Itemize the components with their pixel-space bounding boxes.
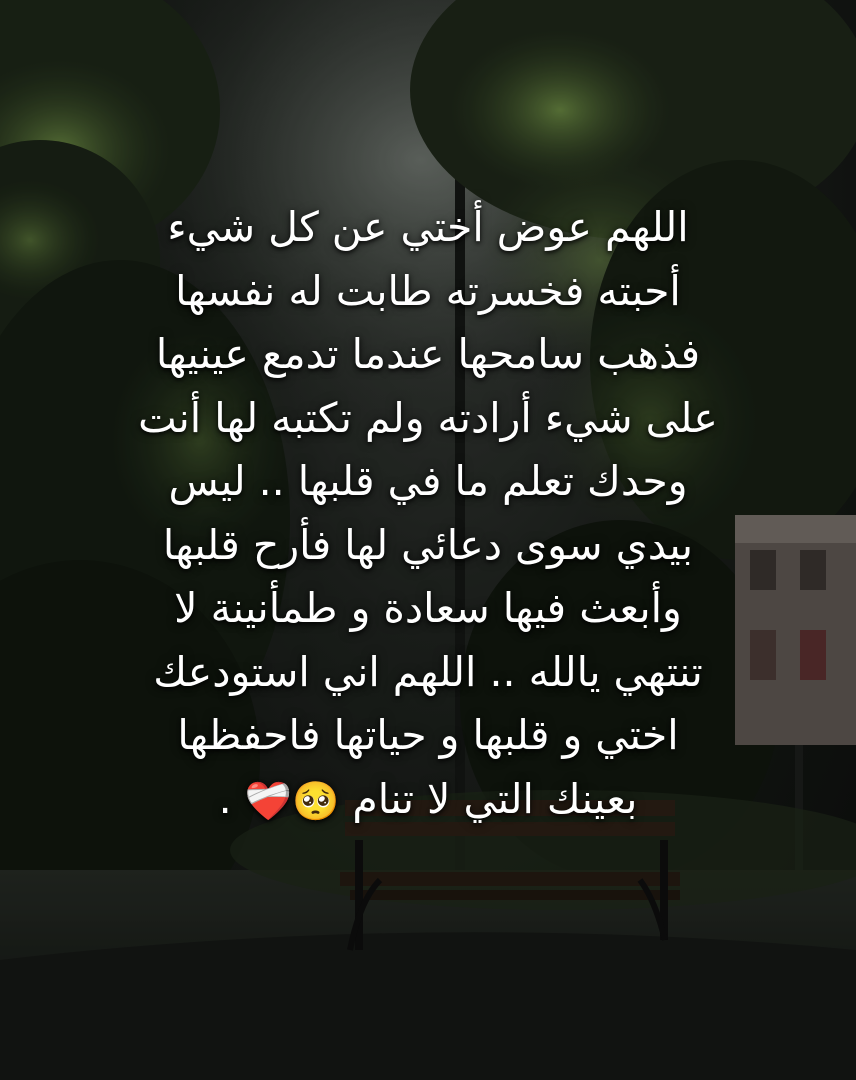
quote-line: على شيء أرادته ولم تكتبه لها أنت (138, 393, 718, 442)
quote-last-line-text: بعينك التي لا تنام (352, 774, 638, 823)
quote-line: اختي و قلبها و حياتها فاحفظها (177, 711, 679, 759)
quote-line: فذهب سامحها عندما تدمع عينيها (155, 330, 701, 378)
quote-line: وحدك تعلم ما في قلبها .. ليس (168, 457, 688, 505)
quote-end-dot: . (218, 774, 232, 823)
pleading-face-icon: 🥺 (291, 778, 340, 823)
quote-last-line (60, 768, 796, 834)
quote-line: اللهم عوض أختي عن كل شيء (167, 203, 689, 251)
quote-line: أحبته فخسرته طابت له نفسها (175, 266, 681, 315)
mending-heart-icon: ❤️‍🩹 (244, 778, 292, 823)
quote-line: وأبعث فيها سعادة و طمأنينة لا (174, 584, 682, 632)
quote-line: بيدي سوى دعائي لها فأرح قلبها (162, 520, 694, 569)
quote-line: تنتهي يالله .. اللهم اني استودعك (153, 647, 703, 696)
dua-quote-text (60, 196, 796, 833)
